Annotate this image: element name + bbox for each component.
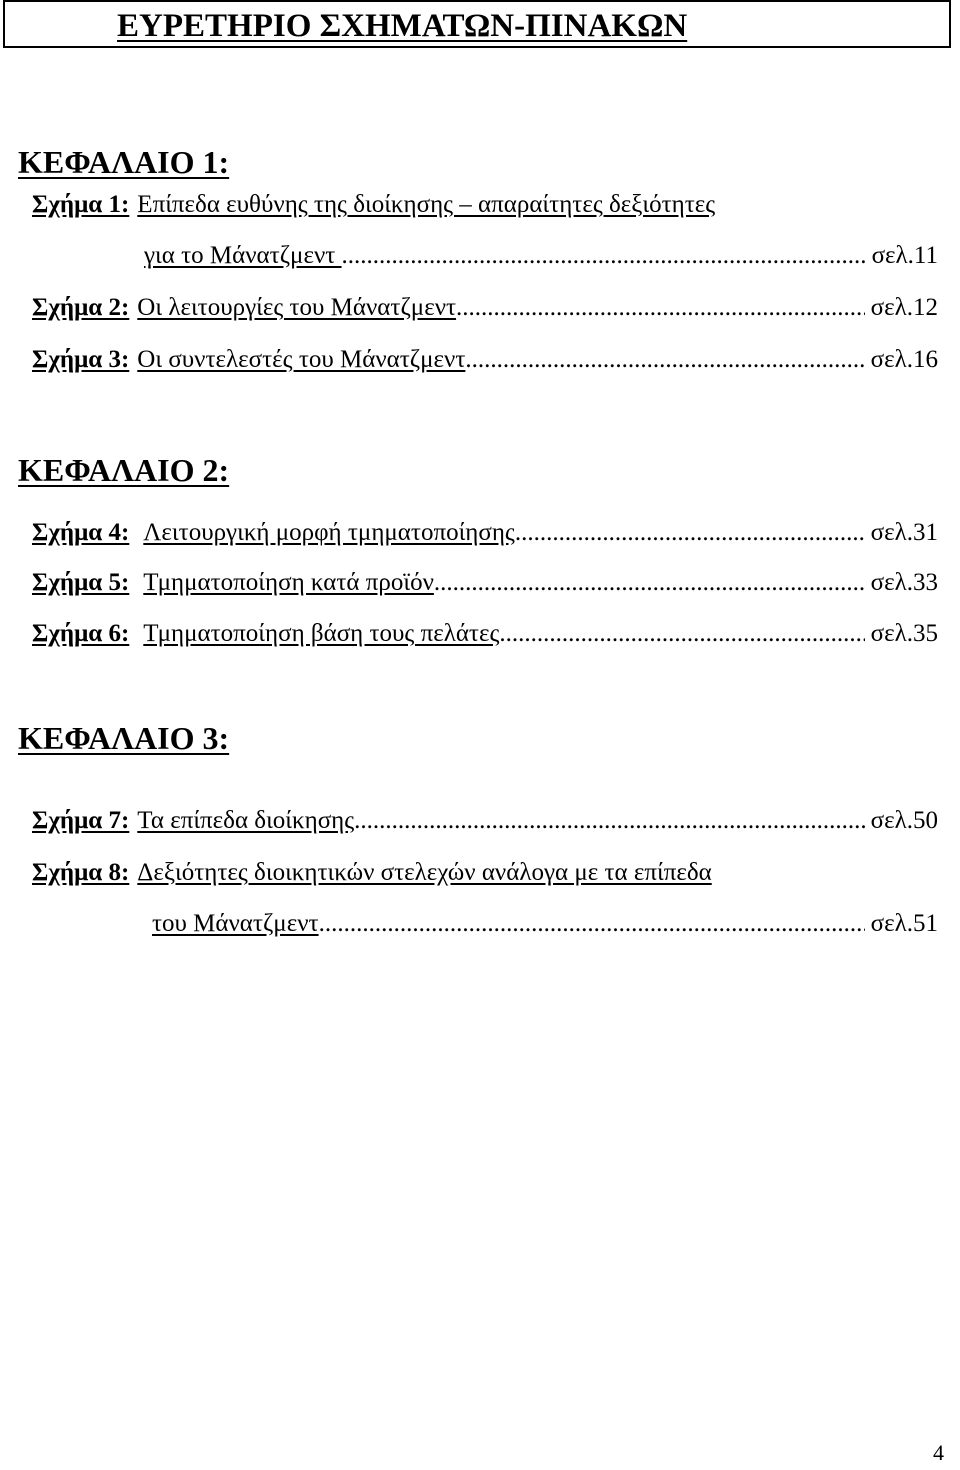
leader-dots xyxy=(456,295,865,320)
figure-8-page: σελ.51 xyxy=(870,910,938,937)
figure-2-label: Σχήμα 2: xyxy=(32,294,130,321)
figure-4-description: Λειτουργική μορφή τμηματοποίησης xyxy=(143,519,515,546)
figure-8-label: Σχήμα 8: xyxy=(32,859,130,886)
figure-7-description: Τα επίπεδα διοίκησης xyxy=(137,807,355,834)
figure-7-page: σελ.50 xyxy=(870,807,938,834)
figure-5-label: Σχήμα 5: xyxy=(32,569,130,596)
figure-6-label: Σχήμα 6: xyxy=(32,620,130,647)
chapter-3-heading: ΚΕΦΑΛΑΙΟ 3: xyxy=(18,720,230,756)
figure-3-entry xyxy=(32,347,938,372)
figure-8-entry-line2 xyxy=(152,911,938,936)
figure-8-description-cont: του Μάνατζμεντ xyxy=(152,910,319,937)
leader-dots xyxy=(354,808,864,833)
leader-dots xyxy=(465,347,864,372)
figure-1-entry-line1 xyxy=(32,192,938,217)
chapter-2-heading: ΚΕΦΑΛΑΙΟ 2: xyxy=(18,452,230,488)
page-title: ΕΥΡΕΤΗΡΙΟ ΣΧΗΜΑΤΩΝ-ΠΙΝΑΚΩΝ xyxy=(117,8,688,44)
figure-1-description: Επίπεδα ευθύνης της διοίκησης – απαραίτητες δεξιότητες xyxy=(137,191,716,218)
figure-6-page: σελ.35 xyxy=(870,620,938,647)
figure-1-label: Σχήμα 1: xyxy=(32,191,130,218)
figure-6-description: Τμηματοποίηση βάση τους πελάτες xyxy=(143,620,500,647)
figure-4-label: Σχήμα 4: xyxy=(32,519,130,546)
chapter-1-heading: ΚΕΦΑΛΑΙΟ 1: xyxy=(18,144,230,180)
figure-5-entry xyxy=(32,570,938,595)
figure-3-label: Σχήμα 3: xyxy=(32,346,130,373)
figure-7-entry xyxy=(32,808,938,833)
figure-8-description: Δεξιότητες διοικητικών στελεχών ανάλογα με τα επίπεδα xyxy=(137,859,712,886)
figure-1-description-cont: για το Μάνατζμεντ xyxy=(144,242,342,269)
leader-dots xyxy=(499,621,864,646)
figure-6-entry xyxy=(32,621,938,646)
figure-3-description: Οι συντελεστές του Μάνατζμεντ xyxy=(137,346,466,373)
figure-2-page: σελ.12 xyxy=(870,294,938,321)
figure-3-page: σελ.16 xyxy=(870,346,938,373)
figure-1-entry-line2 xyxy=(144,243,938,268)
figure-2-description: Οι λειτουργίες του Μάνατζμεντ xyxy=(137,294,457,321)
figure-5-page: σελ.33 xyxy=(870,569,938,596)
leader-dots xyxy=(342,243,866,268)
figure-1-page: σελ.11 xyxy=(871,242,938,269)
page-number: 4 xyxy=(933,1440,944,1465)
figure-4-entry xyxy=(32,520,938,545)
title-box xyxy=(3,0,951,48)
figure-8-entry-line1 xyxy=(32,860,938,885)
leader-dots xyxy=(434,570,865,595)
figure-5-description: Τμηματοποίηση κατά προϊόν xyxy=(143,569,434,596)
figure-2-entry xyxy=(32,295,938,320)
figure-4-page: σελ.31 xyxy=(870,519,938,546)
figure-7-label: Σχήμα 7: xyxy=(32,807,130,834)
leader-dots xyxy=(319,911,865,936)
leader-dots xyxy=(515,520,865,545)
